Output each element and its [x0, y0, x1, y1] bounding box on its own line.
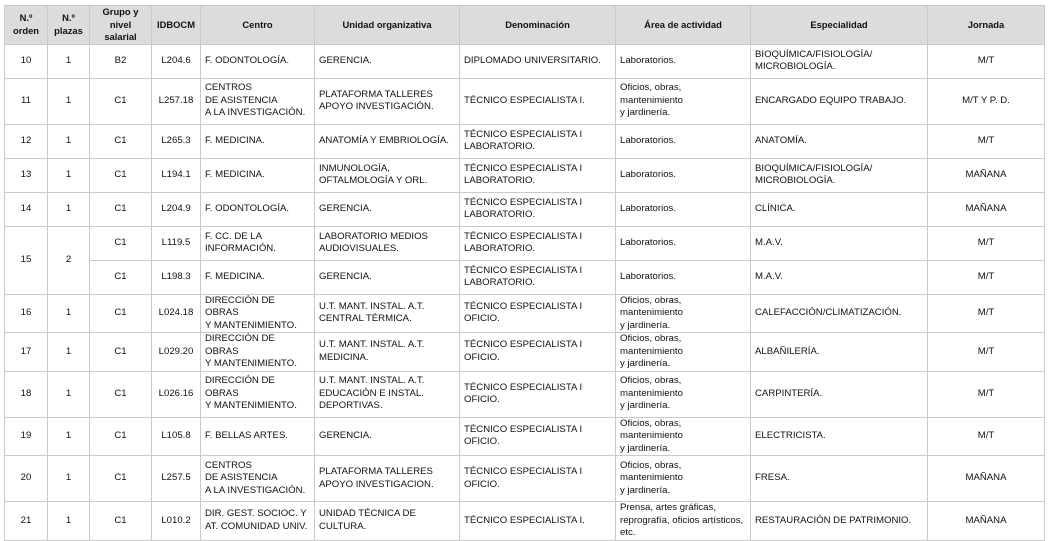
cell-jornada: MAÑANA: [928, 456, 1045, 502]
cell-area: Oficios, obras, mantenimiento y jardinería.: [616, 417, 751, 456]
header-jornada: Jornada: [928, 6, 1045, 45]
cell-grupo: C1: [90, 333, 152, 372]
cell-denominacion: TÉCNICO ESPECIALISTA I LABORATORIO.: [460, 158, 616, 192]
cell-plazas: 1: [48, 371, 90, 417]
cell-plazas: 1: [48, 44, 90, 78]
table-row: [5, 456, 1045, 502]
table-row: [5, 44, 1045, 78]
cell-especialidad: ELECTRICISTA.: [751, 417, 928, 456]
cell-centro: CENTROS DE ASISTENCIA A LA INVESTIGACIÓN.: [201, 456, 315, 502]
cell-jornada: M/T: [928, 417, 1045, 456]
table-header-row: [5, 6, 1045, 45]
cell-idbocm: L119.5: [152, 226, 201, 260]
cell-jornada: M/T: [928, 260, 1045, 294]
cell-area: Laboratorios.: [616, 260, 751, 294]
cell-especialidad: BIOQUÍMICA/FISIOLOGÍA/ MICROBIOLOGÍA.: [751, 44, 928, 78]
table-row: [5, 226, 1045, 260]
cell-area: Laboratorios.: [616, 44, 751, 78]
cell-denominacion: TÉCNICO ESPECIALISTA I LABORATORIO.: [460, 192, 616, 226]
table-row: [5, 158, 1045, 192]
cell-unidad: GERENCIA.: [315, 44, 460, 78]
cell-centro: F. BELLAS ARTES.: [201, 417, 315, 456]
cell-orden: 19: [5, 417, 48, 456]
table-row: [5, 417, 1045, 456]
cell-plazas: 1: [48, 417, 90, 456]
cell-especialidad: ALBAÑILERÍA.: [751, 333, 928, 372]
cell-plazas: 1: [48, 502, 90, 541]
cell-area: Oficios, obras, mantenimiento y jardinería.: [616, 333, 751, 372]
cell-especialidad: BIOQUÍMICA/FISIOLOGÍA/ MICROBIOLOGÍA.: [751, 158, 928, 192]
cell-unidad: ANATOMÍA Y EMBRIOLOGÍA.: [315, 124, 460, 158]
cell-especialidad: CARPINTERÍA.: [751, 371, 928, 417]
cell-area: Laboratorios.: [616, 124, 751, 158]
cell-orden: 20: [5, 456, 48, 502]
cell-centro: CENTROS DE ASISTENCIA A LA INVESTIGACIÓN.: [201, 78, 315, 124]
cell-jornada: M/T: [928, 371, 1045, 417]
cell-especialidad: CALEFACCIÓN/CLIMATIZACIÓN.: [751, 294, 928, 333]
cell-denominacion: TÉCNICO ESPECIALISTA I OFICIO.: [460, 371, 616, 417]
cell-centro: F. MEDICINA.: [201, 158, 315, 192]
table-row: [5, 192, 1045, 226]
cell-plazas: 1: [48, 78, 90, 124]
cell-jornada: M/T: [928, 226, 1045, 260]
cell-grupo: C1: [90, 192, 152, 226]
cell-orden: 16: [5, 294, 48, 333]
cell-grupo: C1: [90, 78, 152, 124]
cell-idbocm: L265.3: [152, 124, 201, 158]
cell-centro: F. MEDICINA.: [201, 124, 315, 158]
cell-idbocm: L257.5: [152, 456, 201, 502]
cell-denominacion: TÉCNICO ESPECIALISTA I OFICIO.: [460, 294, 616, 333]
cell-grupo: C1: [90, 124, 152, 158]
header-orden: N.º orden: [5, 6, 48, 45]
cell-jornada: MAÑANA: [928, 192, 1045, 226]
header-especialidad: Especialidad: [751, 6, 928, 45]
cell-unidad: GERENCIA.: [315, 260, 460, 294]
header-plazas: N.º plazas: [48, 6, 90, 45]
cell-grupo: C1: [90, 456, 152, 502]
cell-area: Laboratorios.: [616, 158, 751, 192]
cell-centro: DIRECCIÓN DE OBRAS Y MANTENIMIENTO.: [201, 294, 315, 333]
header-idbocm: IDBOCM: [152, 6, 201, 45]
cell-unidad: LABORATORIO MEDIOS AUDIOVISUALES.: [315, 226, 460, 260]
cell-unidad: PLATAFORMA TALLERES APOYO INVESTIGACIÓN.: [315, 78, 460, 124]
cell-area: Prensa, artes gráficas, reprografía, oficios artísticos, etc.: [616, 502, 751, 541]
vacancy-table: [4, 5, 1045, 541]
header-centro: Centro: [201, 6, 315, 45]
cell-unidad: GERENCIA.: [315, 192, 460, 226]
cell-idbocm: L010.2: [152, 502, 201, 541]
cell-unidad: PLATAFORMA TALLERES APOYO INVESTIGACION.: [315, 456, 460, 502]
cell-orden: 14: [5, 192, 48, 226]
cell-grupo: B2: [90, 44, 152, 78]
table-row: [5, 333, 1045, 372]
cell-centro: F. ODONTOLOGÍA.: [201, 192, 315, 226]
cell-plazas: 2: [48, 226, 90, 294]
cell-unidad: UNIDAD TÉCNICA DE CULTURA.: [315, 502, 460, 541]
cell-orden: 11: [5, 78, 48, 124]
cell-area: Oficios, obras, mantenimiento y jardinería.: [616, 371, 751, 417]
header-unidad: Unidad organizativa: [315, 6, 460, 45]
cell-orden: 15: [5, 226, 48, 294]
cell-area: Laboratorios.: [616, 226, 751, 260]
cell-denominacion: TÉCNICO ESPECIALISTA I OFICIO.: [460, 417, 616, 456]
cell-grupo: C1: [90, 371, 152, 417]
cell-idbocm: L029.20: [152, 333, 201, 372]
cell-unidad: U.T. MANT. INSTAL. A.T. CENTRAL TÉRMICA.: [315, 294, 460, 333]
cell-area: Laboratorios.: [616, 192, 751, 226]
cell-denominacion: TÉCNICO ESPECIALISTA I OFICIO.: [460, 456, 616, 502]
cell-especialidad: ENCARGADO EQUIPO TRABAJO.: [751, 78, 928, 124]
cell-plazas: 1: [48, 333, 90, 372]
cell-orden: 17: [5, 333, 48, 372]
cell-plazas: 1: [48, 294, 90, 333]
cell-unidad: INMUNOLOGÍA, OFTALMOLOGÍA Y ORL.: [315, 158, 460, 192]
cell-orden: 21: [5, 502, 48, 541]
cell-especialidad: M.A.V.: [751, 260, 928, 294]
cell-especialidad: RESTAURACIÓN DE PATRIMONIO.: [751, 502, 928, 541]
cell-idbocm: L026.16: [152, 371, 201, 417]
cell-especialidad: FRESA.: [751, 456, 928, 502]
table-row: [5, 502, 1045, 541]
cell-grupo: C1: [90, 417, 152, 456]
cell-plazas: 1: [48, 456, 90, 502]
cell-centro: DIR. GEST. SOCIOC. Y AT. COMUNIDAD UNIV.: [201, 502, 315, 541]
cell-jornada: M/T: [928, 294, 1045, 333]
cell-jornada: MAÑANA: [928, 158, 1045, 192]
cell-denominacion: DIPLOMADO UNIVERSITARIO.: [460, 44, 616, 78]
table-row: [5, 260, 1045, 294]
table-row: [5, 78, 1045, 124]
cell-jornada: M/T: [928, 44, 1045, 78]
cell-especialidad: CLÍNICA.: [751, 192, 928, 226]
cell-plazas: 1: [48, 124, 90, 158]
cell-plazas: 1: [48, 192, 90, 226]
cell-denominacion: TÉCNICO ESPECIALISTA I LABORATORIO.: [460, 260, 616, 294]
cell-denominacion: TÉCNICO ESPECIALISTA I OFICIO.: [460, 333, 616, 372]
cell-jornada: MAÑANA: [928, 502, 1045, 541]
cell-idbocm: L194.1: [152, 158, 201, 192]
cell-unidad: U.T. MANT. INSTAL. A.T. MEDICINA.: [315, 333, 460, 372]
cell-unidad: GERENCIA.: [315, 417, 460, 456]
cell-grupo: C1: [90, 226, 152, 260]
header-denominacion: Denominación: [460, 6, 616, 45]
cell-grupo: C1: [90, 158, 152, 192]
header-area: Área de actividad: [616, 6, 751, 45]
cell-orden: 13: [5, 158, 48, 192]
cell-denominacion: TÉCNICO ESPECIALISTA I LABORATORIO.: [460, 124, 616, 158]
cell-centro: F. ODONTOLOGÍA.: [201, 44, 315, 78]
cell-area: Oficios, obras, mantenimiento y jardinería.: [616, 456, 751, 502]
cell-orden: 10: [5, 44, 48, 78]
cell-denominacion: TÉCNICO ESPECIALISTA I LABORATORIO.: [460, 226, 616, 260]
cell-centro: F. MEDICINA.: [201, 260, 315, 294]
cell-area: Oficios, obras, mantenimiento y jardinería.: [616, 294, 751, 333]
cell-unidad: U.T. MANT. INSTAL. A.T. EDUCACIÓN E INSTAL. DEPORTIVAS.: [315, 371, 460, 417]
cell-jornada: M/T: [928, 333, 1045, 372]
cell-idbocm: L024.18: [152, 294, 201, 333]
header-grupo: Grupo y nivel salarial: [90, 6, 152, 45]
cell-orden: 12: [5, 124, 48, 158]
cell-centro: DIRECCIÓN DE OBRAS Y MANTENIMIENTO.: [201, 371, 315, 417]
cell-idbocm: L198.3: [152, 260, 201, 294]
cell-jornada: M/T: [928, 124, 1045, 158]
table-row: [5, 371, 1045, 417]
cell-especialidad: ANATOMÍA.: [751, 124, 928, 158]
cell-grupo: C1: [90, 294, 152, 333]
cell-plazas: 1: [48, 158, 90, 192]
cell-grupo: C1: [90, 502, 152, 541]
cell-idbocm: L204.9: [152, 192, 201, 226]
cell-denominacion: TÉCNICO ESPECIALISTA I.: [460, 78, 616, 124]
table-row: [5, 124, 1045, 158]
cell-idbocm: L105.8: [152, 417, 201, 456]
cell-especialidad: M.A.V.: [751, 226, 928, 260]
cell-idbocm: L204.6: [152, 44, 201, 78]
cell-centro: DIRECCIÓN DE OBRAS Y MANTENIMIENTO.: [201, 333, 315, 372]
cell-jornada: M/T Y P. D.: [928, 78, 1045, 124]
cell-denominacion: TÉCNICO ESPECIALISTA I.: [460, 502, 616, 541]
cell-area: Oficios, obras, mantenimiento y jardinería.: [616, 78, 751, 124]
cell-idbocm: L257.18: [152, 78, 201, 124]
cell-centro: F. CC. DE LA INFORMACIÓN.: [201, 226, 315, 260]
cell-grupo: C1: [90, 260, 152, 294]
cell-orden: 18: [5, 371, 48, 417]
table-row: [5, 294, 1045, 333]
